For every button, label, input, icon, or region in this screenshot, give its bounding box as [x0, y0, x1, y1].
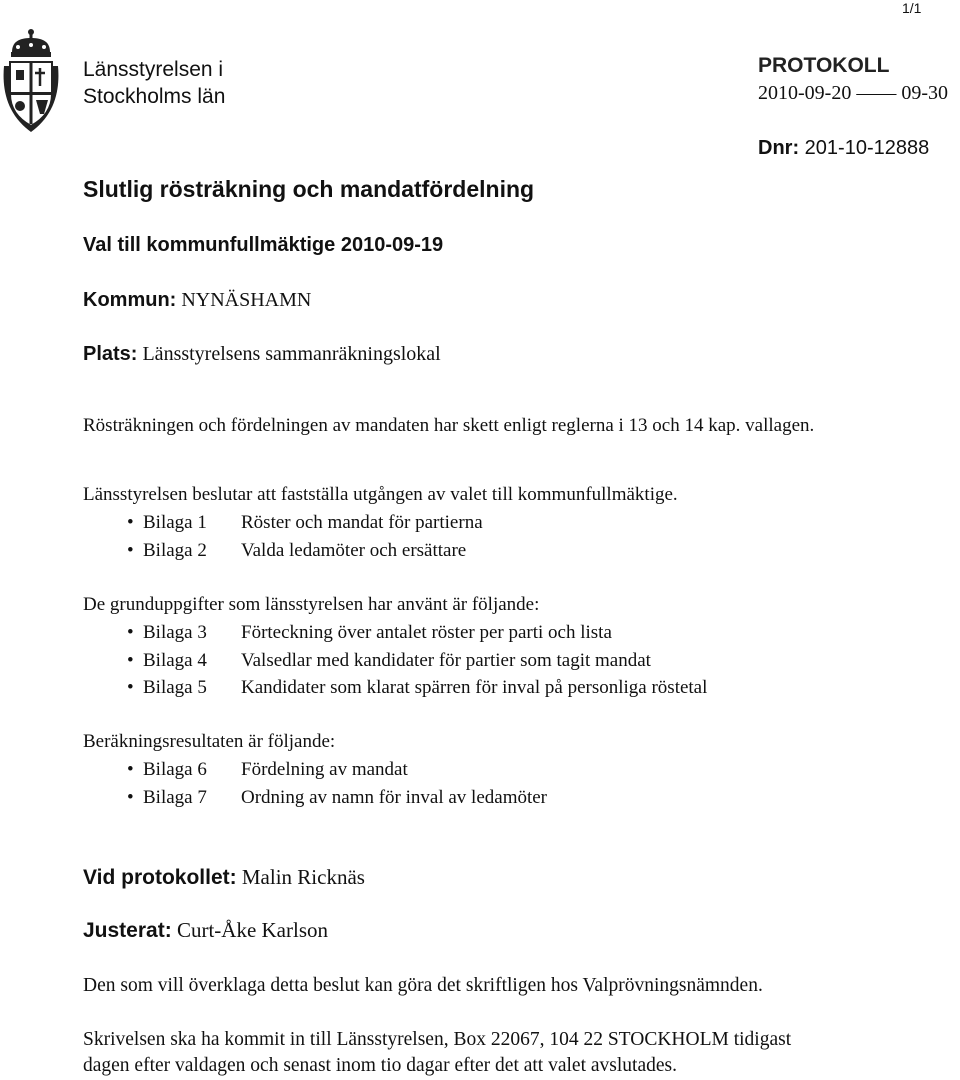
bullet: • [127, 786, 134, 808]
bullet: • [127, 539, 134, 561]
dnr-value: 201-10-12888 [804, 137, 930, 159]
submission-text [83, 1027, 791, 1079]
bullet: • [127, 622, 134, 643]
paragraph-counting: Rösträkningen och fördelningen av mandaten har skett enligt reglerna i 13 och 14 kap. vallagen. [83, 415, 815, 436]
submission-line-1: Skrivelsen ska ha kommit in till Länsstyrelsen, Box 22067, 104 22 STOCKHOLM tidigast [83, 1029, 792, 1050]
kommun-value: NYNÄSHAMN [181, 289, 312, 311]
date-range-dash: —— [851, 82, 902, 104]
document-subtitle: Val till kommunfullmäktige 2010-09-19 [83, 234, 444, 256]
attachment-number: Bilaga 2 [143, 539, 207, 561]
bullet: • [127, 677, 134, 698]
attachment-number: Bilaga 6 [143, 759, 207, 780]
bullet: • [127, 512, 134, 533]
attachment-description: Röster och mandat för partierna [241, 512, 483, 533]
adjusted-by-name: Curt-Åke Karlson [176, 918, 329, 942]
attachment-description: Fördelning av mandat [241, 759, 408, 780]
dnr-label: Dnr: [758, 137, 800, 159]
attachment-number: Bilaga 1 [143, 512, 207, 533]
attachment-number: Bilaga 5 [143, 677, 207, 698]
adjusted-by [83, 918, 328, 943]
organization-line-2: Stockholms län [83, 85, 226, 108]
plats-value: Länsstyrelsens sammanräkningslokal [142, 343, 441, 365]
attachment-description: Förteckning över antalet röster per parti och lista [241, 622, 612, 643]
protocol-date-to: 09-30 [901, 82, 948, 104]
attachment-description: Valsedlar med kandidater för partier som tagit mandat [241, 649, 651, 671]
document-title: Slutlig rösträkning och mandatfördelning [83, 176, 535, 202]
attachment-description: Ordning av namn för inval av ledamöter [241, 786, 548, 808]
dnr [758, 137, 929, 160]
paragraph-basis: De grunduppgifter som länsstyrelsen har använt är följande: [83, 594, 540, 615]
organization-line-1: Länsstyrelsen i [83, 58, 224, 81]
protocol-dates [758, 82, 948, 105]
paragraph-decision: Länsstyrelsen beslutar att fastställa utgången av valet till kommunfullmäktige. [83, 484, 678, 505]
organization-name [83, 56, 225, 110]
bullet: • [127, 759, 134, 780]
submission-line-2: dagen efter valdagen och senast inom tio dagar efter det att valet avslutades. [83, 1055, 677, 1076]
protocol-date-from: 2010-09-20 [758, 82, 852, 104]
protocol-keeper-label: Vid protokollet: [83, 866, 237, 889]
adjusted-by-label: Justerat: [83, 919, 172, 942]
bullet: • [127, 649, 134, 671]
plats-label: Plats: [83, 343, 138, 365]
page-number: 1/1 [902, 0, 922, 16]
protocol-keeper [83, 865, 365, 890]
plats-line [83, 343, 441, 366]
kommun-line [83, 289, 311, 312]
attachment-description: Valda ledamöter och ersättare [241, 539, 467, 561]
coat-of-arms-icon [0, 28, 62, 136]
protocol-keeper-name: Malin Ricknäs [241, 865, 365, 889]
paragraph-results: Beräkningsresultaten är följande: [83, 731, 336, 752]
attachment-number: Bilaga 3 [143, 622, 207, 643]
attachment-number: Bilaga 7 [143, 786, 207, 808]
protocol-label: PROTOKOLL [758, 54, 890, 77]
appeal-text: Den som vill överklaga detta beslut kan göra det skriftligen hos Valprövningsnämnden. [83, 975, 763, 996]
kommun-label: Kommun: [83, 289, 177, 311]
attachment-description: Kandidater som klarat spärren för inval på personliga röstetal [241, 677, 708, 698]
attachment-number: Bilaga 4 [143, 649, 207, 671]
